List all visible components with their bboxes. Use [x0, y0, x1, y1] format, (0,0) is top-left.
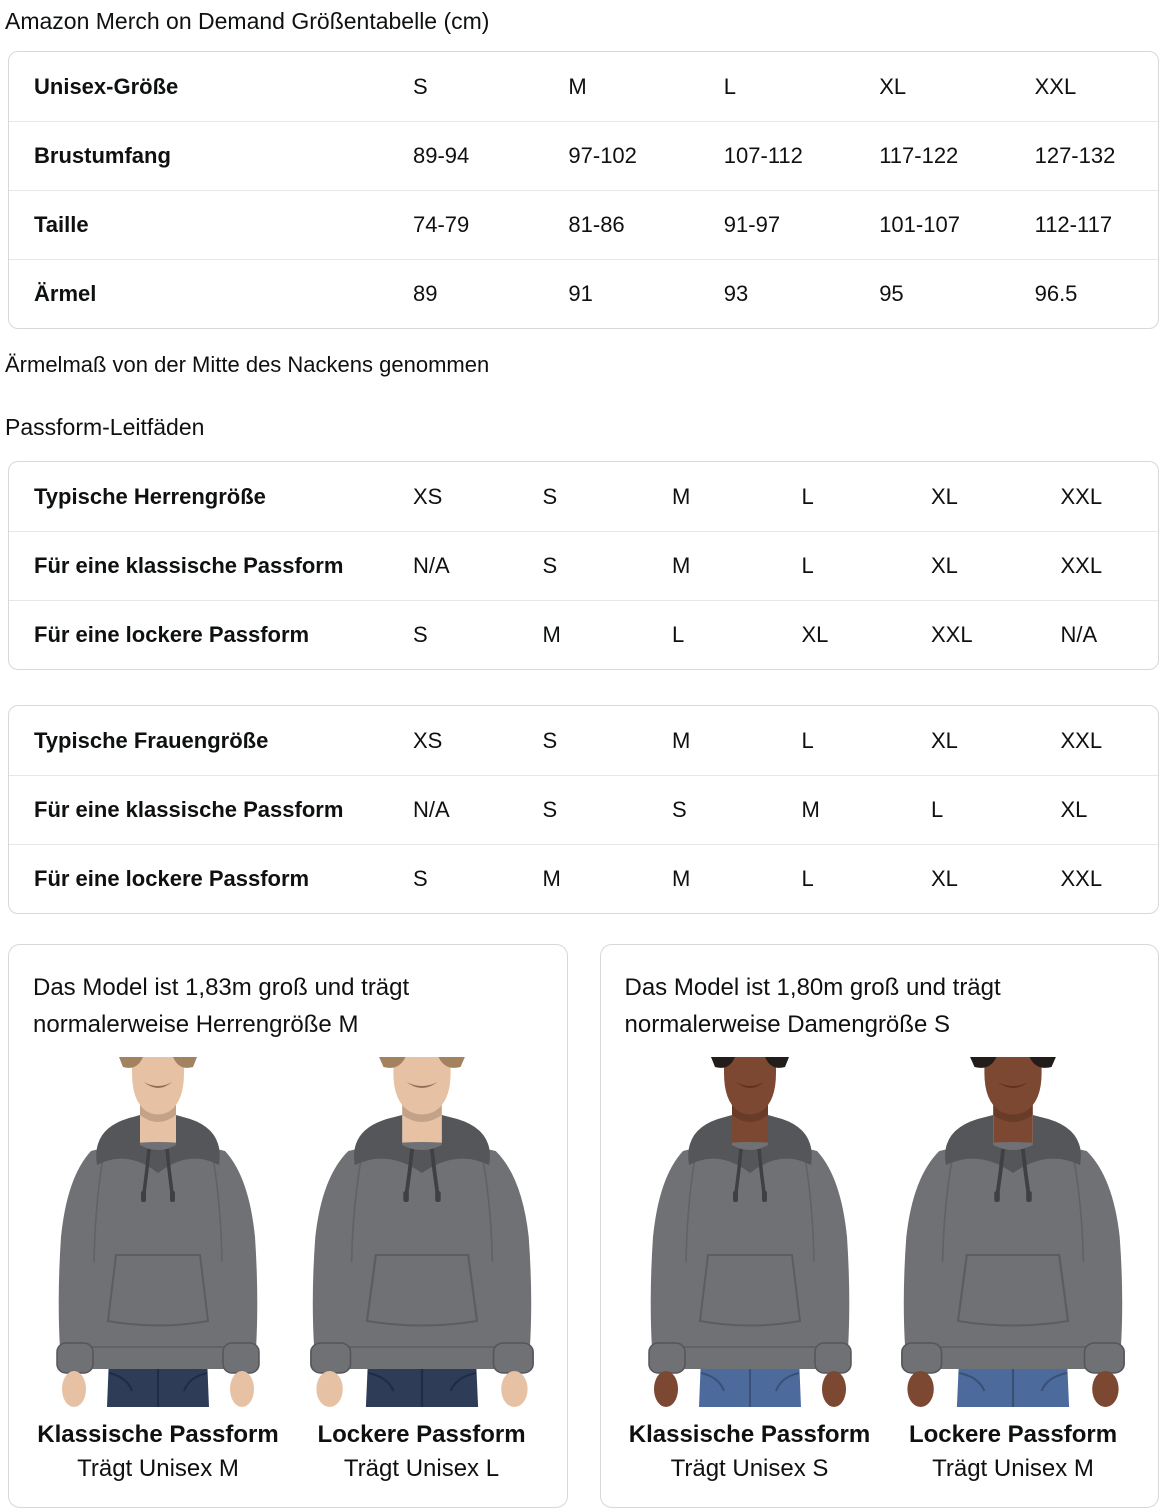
table-row — [9, 844, 1158, 913]
model-photo-women-loose — [888, 1057, 1138, 1407]
model-description: Das Model ist 1,80m groß und trägt normalerweise Damengröße S — [624, 974, 1001, 1038]
size-value: 95 — [879, 281, 904, 306]
table-row — [9, 52, 1158, 121]
fit-subcaption: Trägt Unisex M — [77, 1455, 239, 1482]
fit-caption: Klassische Passform — [37, 1421, 279, 1448]
model-description: Das Model ist 1,83m groß und trägt normalerweise Herrengröße M — [33, 974, 410, 1038]
women-model-card — [600, 944, 1160, 1508]
fit-value: M — [672, 483, 691, 509]
table-row — [9, 259, 1158, 328]
fit-value: XL — [801, 622, 829, 647]
size-value: 93 — [723, 281, 749, 306]
fit-value: M — [672, 553, 691, 578]
men-model-card — [8, 944, 568, 1508]
fit-value: M — [672, 727, 691, 753]
fit-caption: Lockere Passform — [317, 1421, 526, 1448]
table-row — [9, 121, 1158, 190]
size-value: 89-94 — [413, 143, 470, 168]
row-label: Für eine lockere Passform — [34, 866, 310, 891]
row-label: Typische Frauengröße — [34, 727, 269, 753]
size-value: 96.5 — [1034, 281, 1078, 306]
row-label: Unisex-Größe — [34, 73, 179, 99]
fit-value: XL — [931, 553, 958, 578]
women-fit-table — [8, 705, 1159, 914]
fit-value: XL — [931, 483, 958, 509]
page-title: Amazon Merch on Demand Größentabelle (cm) — [5, 8, 490, 34]
fit-subcaption: Trägt Unisex S — [670, 1455, 829, 1482]
figure-classic-fit — [625, 1057, 875, 1487]
fit-subcaption: Trägt Unisex L — [343, 1455, 500, 1482]
men-fit-table — [8, 461, 1159, 670]
figure-loose-fit — [888, 1057, 1138, 1487]
fit-value: N/A — [413, 553, 450, 578]
size-value: 107-112 — [723, 143, 803, 168]
fit-value: S — [542, 797, 558, 822]
row-label: Für eine klassische Passform — [34, 797, 344, 822]
fit-caption: Lockere Passform — [908, 1421, 1118, 1448]
fit-value: S — [542, 727, 558, 753]
table-row — [9, 190, 1158, 259]
fit-value: L — [931, 797, 944, 822]
figures-row — [625, 1057, 1139, 1487]
fit-value: S — [542, 483, 558, 509]
sleeve-measurement-note: Ärmelmaß von der Mitte des Nackens genommen — [5, 352, 490, 377]
fit-value: S — [542, 553, 558, 578]
size-header: XXL — [1034, 73, 1077, 99]
fit-value: XL — [931, 727, 958, 753]
fit-guides-title: Passform-Leitfäden — [5, 414, 205, 440]
size-header: S — [413, 73, 428, 99]
fit-value: N/A — [413, 797, 450, 822]
fit-caption: Klassische Passform — [628, 1421, 871, 1448]
fit-value: M — [672, 866, 691, 891]
size-header: XL — [879, 73, 907, 99]
size-value: 91-97 — [723, 212, 781, 237]
table-row — [9, 706, 1158, 775]
fit-value: L — [672, 622, 685, 647]
row-label: Für eine klassische Passform — [34, 553, 344, 578]
model-photo-men-loose — [297, 1057, 547, 1407]
fit-value: S — [413, 866, 428, 891]
size-value: 74-79 — [413, 212, 470, 237]
size-value: 89 — [413, 281, 438, 306]
fit-value: XL — [1060, 797, 1088, 822]
size-header: L — [723, 73, 737, 99]
fit-value: S — [672, 797, 687, 822]
fit-value: M — [542, 866, 561, 891]
size-table — [8, 51, 1159, 329]
row-label: Typische Herrengröße — [34, 483, 266, 509]
fit-subcaption: Trägt Unisex M — [932, 1455, 1094, 1482]
fit-value: XS — [413, 727, 443, 753]
size-value: 91 — [568, 281, 593, 306]
table-row — [9, 531, 1158, 600]
fit-value: XXL — [1060, 553, 1103, 578]
table-row — [9, 600, 1158, 669]
table-row — [9, 775, 1158, 844]
fit-value: L — [801, 727, 814, 753]
size-value: 81-86 — [568, 212, 625, 237]
table-row — [9, 462, 1158, 531]
fit-value: S — [413, 622, 428, 647]
row-label: Brustumfang — [34, 143, 171, 168]
fit-value: XL — [931, 866, 958, 891]
fit-value: XXL — [1060, 483, 1103, 509]
fit-value: L — [801, 866, 814, 891]
fit-value: L — [801, 553, 814, 578]
size-header: M — [568, 73, 587, 99]
figure-classic-fit — [33, 1057, 283, 1487]
row-label: Ärmel — [34, 281, 97, 306]
model-photo-women-classic — [625, 1057, 875, 1407]
figure-loose-fit — [297, 1057, 547, 1487]
fit-value: XS — [413, 483, 443, 509]
model-photo-men-classic — [33, 1057, 283, 1407]
row-label: Taille — [34, 212, 89, 237]
row-label: Für eine lockere Passform — [34, 622, 310, 647]
model-cards — [8, 944, 1159, 1508]
size-value: 112-117 — [1034, 212, 1113, 237]
figures-row — [33, 1057, 547, 1487]
fit-value: N/A — [1060, 622, 1098, 647]
size-value: 127-132 — [1034, 143, 1116, 168]
size-value: 97-102 — [568, 143, 637, 168]
fit-value: M — [542, 622, 561, 647]
size-value: 101-107 — [879, 212, 960, 237]
fit-value: XXL — [931, 622, 973, 647]
fit-value: XXL — [1060, 866, 1103, 891]
fit-value: M — [801, 797, 820, 822]
size-value: 117-122 — [879, 143, 959, 168]
fit-value: XXL — [1060, 727, 1103, 753]
fit-value: L — [801, 483, 814, 509]
